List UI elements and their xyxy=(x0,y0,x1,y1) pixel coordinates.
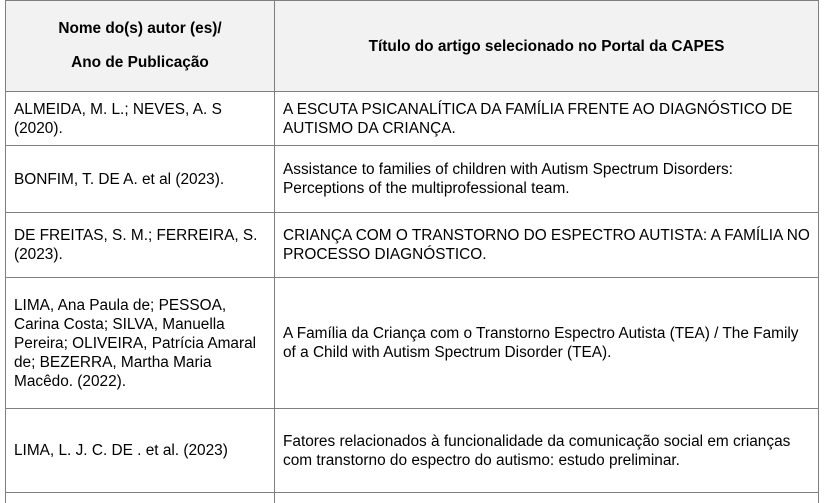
title-cell: CRIANÇA COM O TRANSTORNO DO ESPECTRO AUTISTA: A FAMÍLIA NO PROCESSO DIAGNÓSTICO. xyxy=(275,213,819,278)
table-row xyxy=(6,213,819,278)
header-author xyxy=(6,1,275,92)
table-row xyxy=(6,278,819,409)
header-author-line1: Nome do(s) autor (es)/ xyxy=(14,12,266,46)
header-row xyxy=(6,1,819,92)
empty-cell xyxy=(6,493,275,503)
author-cell: LIMA, L. J. C. DE . et al. (2023) xyxy=(6,409,275,493)
title-cell: Assistance to families of children with Autism Spectrum Disorders: Perceptions of the multiprofessional team. xyxy=(275,146,819,213)
title-cell: A Família da Criança com o Transtorno Espectro Autista (TEA) / The Family of a Child with Autism Spectrum Disorder (TEA). xyxy=(275,278,819,409)
author-cell: LIMA, Ana Paula de; PESSOA, Carina Costa; SILVA, Manuella Pereira; OLIVEIRA, Patrícia Amaral de; BEZERRA, Martha Maria Macêdo. (2022). xyxy=(6,278,275,409)
header-author-line2: Ano de Publicação xyxy=(14,46,266,80)
author-cell: DE FREITAS, S. M.; FERREIRA, S. (2023). xyxy=(6,213,275,278)
title-cell: Fatores relacionados à funcionalidade da comunicação social em crianças com transtorno do espectro do autismo: estudo preliminar. xyxy=(275,409,819,493)
table-row xyxy=(6,409,819,493)
author-cell: BONFIM, T. DE A. et al (2023). xyxy=(6,146,275,213)
references-table xyxy=(5,0,819,503)
table-row xyxy=(6,92,819,146)
table-row-partial xyxy=(6,493,819,503)
empty-cell xyxy=(275,493,819,503)
author-cell: ALMEIDA, M. L.; NEVES, A. S (2020). xyxy=(6,92,275,146)
header-title: Título do artigo selecionado no Portal da CAPES xyxy=(275,1,819,92)
title-cell: A ESCUTA PSICANALÍTICA DA FAMÍLIA FRENTE AO DIAGNÓSTICO DE AUTISMO DA CRIANÇA. xyxy=(275,92,819,146)
table-row xyxy=(6,146,819,213)
